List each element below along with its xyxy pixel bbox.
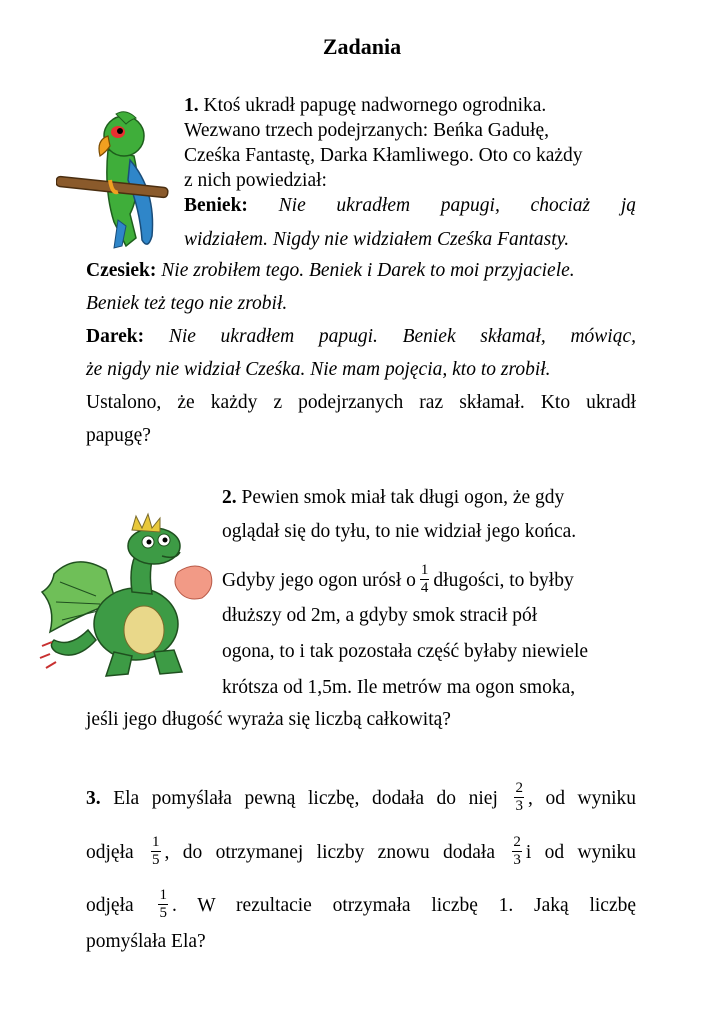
task1-intro-line-4: z nich powiedział: xyxy=(184,170,327,191)
task2-line-4: dłuższy od 2m, a gdyby smok stracił pół xyxy=(222,605,538,626)
page-title: Zadania xyxy=(322,34,402,59)
task1-intro-line-1: 1. Ktoś ukradł papugę nadwornego ogrodnika. xyxy=(184,95,547,116)
beniek-statement-line-1: Beniek: Nie ukradłem papugi, chociaż ją xyxy=(184,195,636,216)
task1-conclusion-line-2: papugę? xyxy=(86,425,151,446)
fraction-two-thirds-second: $\frac{2}{3}$ xyxy=(513,834,521,868)
task3-number: 3. xyxy=(86,787,101,809)
task1-conclusion-line-1: Ustalono, że każdy z podejrzanych raz skłamał. Kto ukradł xyxy=(86,392,636,413)
darek-statement-line-1: Darek: Nie ukradłem papugi. Beniek skłamał, mówiąc, xyxy=(86,326,637,347)
task1-number: 1. xyxy=(184,95,199,116)
darek-statement-line-2: że nigdy nie widział Cześka. Nie mam pojęcia, kto to zrobił. xyxy=(86,359,551,380)
fraction-two-thirds: $\frac{2}{3}$ xyxy=(515,780,523,814)
beniek-name: Beniek: xyxy=(184,195,248,216)
task1-intro-line-3: Cześka Fantastę, Darka Kłamliwego. Oto co każdy xyxy=(184,145,583,166)
task2-number: 2. xyxy=(222,487,237,508)
task3-line-2: odjęła $\frac{1}{5}$ , do otrzymanej liczby znowu dodała $\frac{2}{3}$ i od wyniku xyxy=(86,834,637,868)
czesiek-name: Czesiek: xyxy=(86,260,157,281)
parrot-illustration xyxy=(56,110,174,252)
task3-line-4: pomyślała Ela? xyxy=(86,931,206,952)
czesiek-statement-line-1: Czesiek: Nie zrobiłem tego. Beniek i Darek to moi przyjaciele. xyxy=(86,260,575,281)
fraction-one-quarter: $\frac{1}{4}$ xyxy=(420,562,429,596)
task1-intro-line-2: Wezwano trzech podejrzanych: Beńka Gadułę, xyxy=(184,120,549,141)
task2-line-6: krótsza od 1,5m. Ile metrów ma ogon smoka, xyxy=(222,677,576,698)
task3-line-3: odjęła $\frac{1}{5}$ . W rezultacie otrzymała liczbę 1. Jaką liczbę xyxy=(86,887,637,921)
beniek-statement-line-2: widziałem. Nigdy nie widziałem Cześka Fantasty. xyxy=(184,229,570,250)
darek-name: Darek: xyxy=(86,326,145,347)
task2-line-5: ogona, to i tak pozostała część byłaby niewiele xyxy=(222,641,589,662)
task2-line-3: Gdyby jego ogon urósł o $\frac{1}{4}$ długości, to byłby xyxy=(222,562,574,596)
task2-line-2: oglądał się do tyłu, to nie widział jego końca. xyxy=(222,521,577,542)
task3-line-1: 3. Ela pomyślała pewną liczbę, dodała do niej $\frac{2}{3}$ , od wyniku xyxy=(86,780,637,814)
fraction-one-fifth: $\frac{1}{5}$ xyxy=(152,834,160,868)
dragon-illustration xyxy=(36,512,216,684)
task2-line-1: 2. Pewien smok miał tak długi ogon, że gdy xyxy=(222,487,565,508)
czesiek-statement-line-2: Beniek też tego nie zrobił. xyxy=(86,293,288,314)
task2-line-7: jeśli jego długość wyraża się liczbą całkowitą? xyxy=(86,709,451,730)
fraction-one-fifth-second: $\frac{1}{5}$ xyxy=(159,887,167,921)
